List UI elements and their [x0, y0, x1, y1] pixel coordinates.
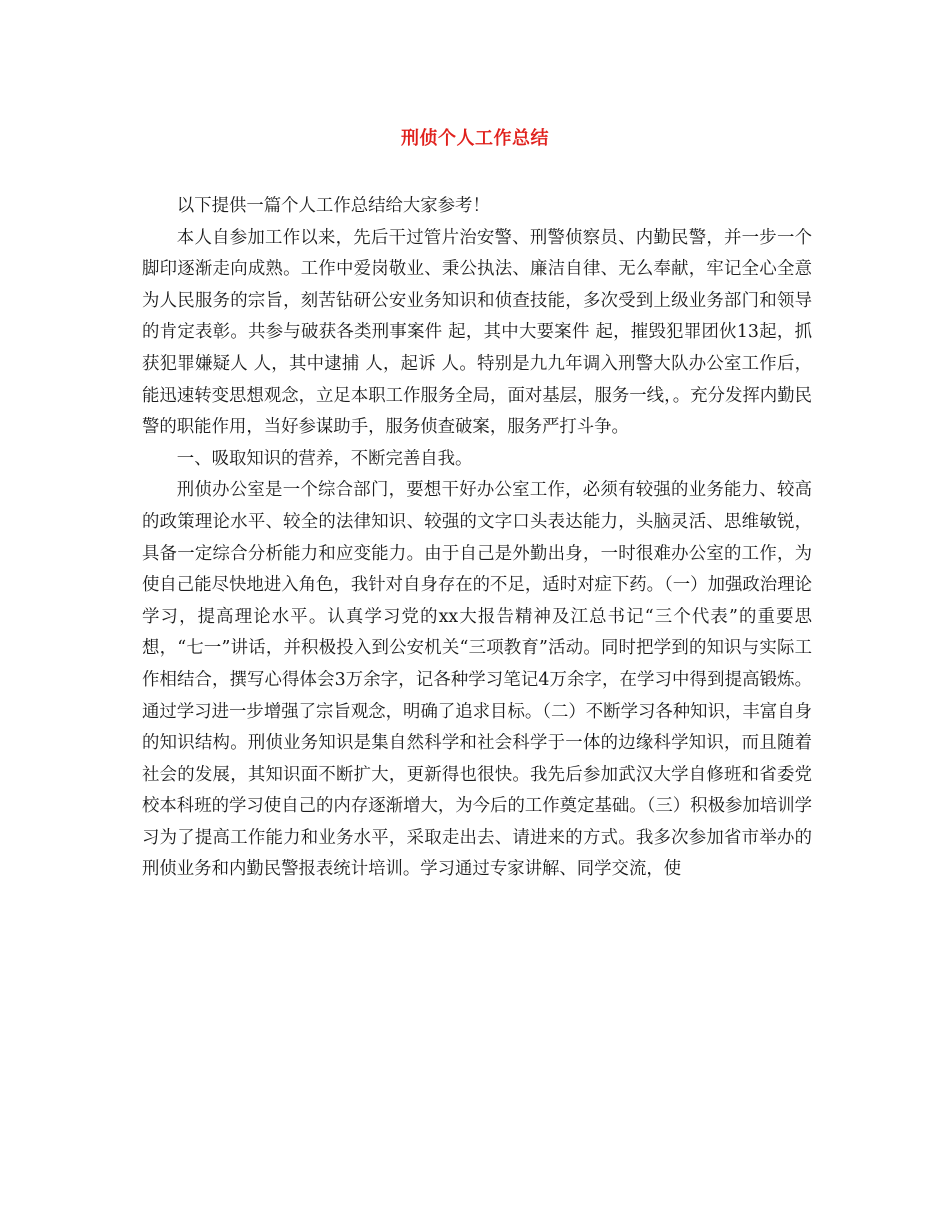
- section-heading-1: 一、吸取知识的营养，不断完善自我。: [176, 448, 473, 469]
- paragraph-background: 本人自参加工作以来，先后干过管片治安警、刑警侦察员、内勤民警，并一步一个脚印逐渐走向成熟。工作中爱岗敬业、秉公执法、廉洁自律、无么奉献，牢记全心全意为人民服务的宗旨，刻苦钻研公安业务知识和侦查技能，多次受到上级业务部门和领导的肯定表彰。共参与破获各类刑事案件 起，其中大要案件 起，摧毁犯罪团伙13起，抓获犯罪嫌疑人 人，其中逮捕 人，起诉 人。特别是九九年调入刑警大队办公室工作后，能迅速转变思想观念，立足本职工作服务全局，面对基层，服务一线，。充分发挥内勤民警的职能作用，当好参谋助手，服务侦查破案，服务严打斗争。: [142, 227, 812, 438]
- paragraph-intro: 以下提供一篇个人工作总结给大家参考！: [176, 196, 490, 216]
- document-body: [142, 191, 812, 886]
- paragraph-learning: 刑侦办公室是一个综合部门，要想干好办公室工作，必须有较强的业务能力、较高的政策理论水平、较全的法律知识、较强的文字口头表达能力，头脑灵活、思维敏锐，具备一定综合分析能力和应变能力。由于自己是外勤出身，一时很难办公室的工作，为使自己能尽快地进入角色，我针对自身存在的不足，适时对症下药。（一）加强政治理论学习，提高理论水平。认真学习党的xx大报告精神及江总书记“三个代表”的重要思想，“七一”讲话，并积极投入到公安机关“三项教育”活动。同时把学到的知识与实际工作相结合，撰写心得体会3万余字，记各种学习笔记4万余字，在学习中得到提高锻炼。通过学习进一步增强了宗旨观念，明确了追求目标。（二）不断学习各种知识，丰富自身的知识结构。刑侦业务知识是集自然科学和社会科学于一体的边缘科学知识，而且随着社会的发展，其知识面不断扩大，更新得也很快。我先后参加武汉大学自修班和省委党校本科班的学习使自己的内存逐渐增大，为今后的工作奠定基础。（三）积极参加培训学习为了提高工作能力和业务水平，采取走出去、请进来的方式。我多次参加省市举办的刑侦业务和内勤民警报表统计培训。学习通过专家讲解、同学交流，使: [142, 480, 812, 880]
- document-title: 刑侦个人工作总结: [401, 128, 549, 149]
